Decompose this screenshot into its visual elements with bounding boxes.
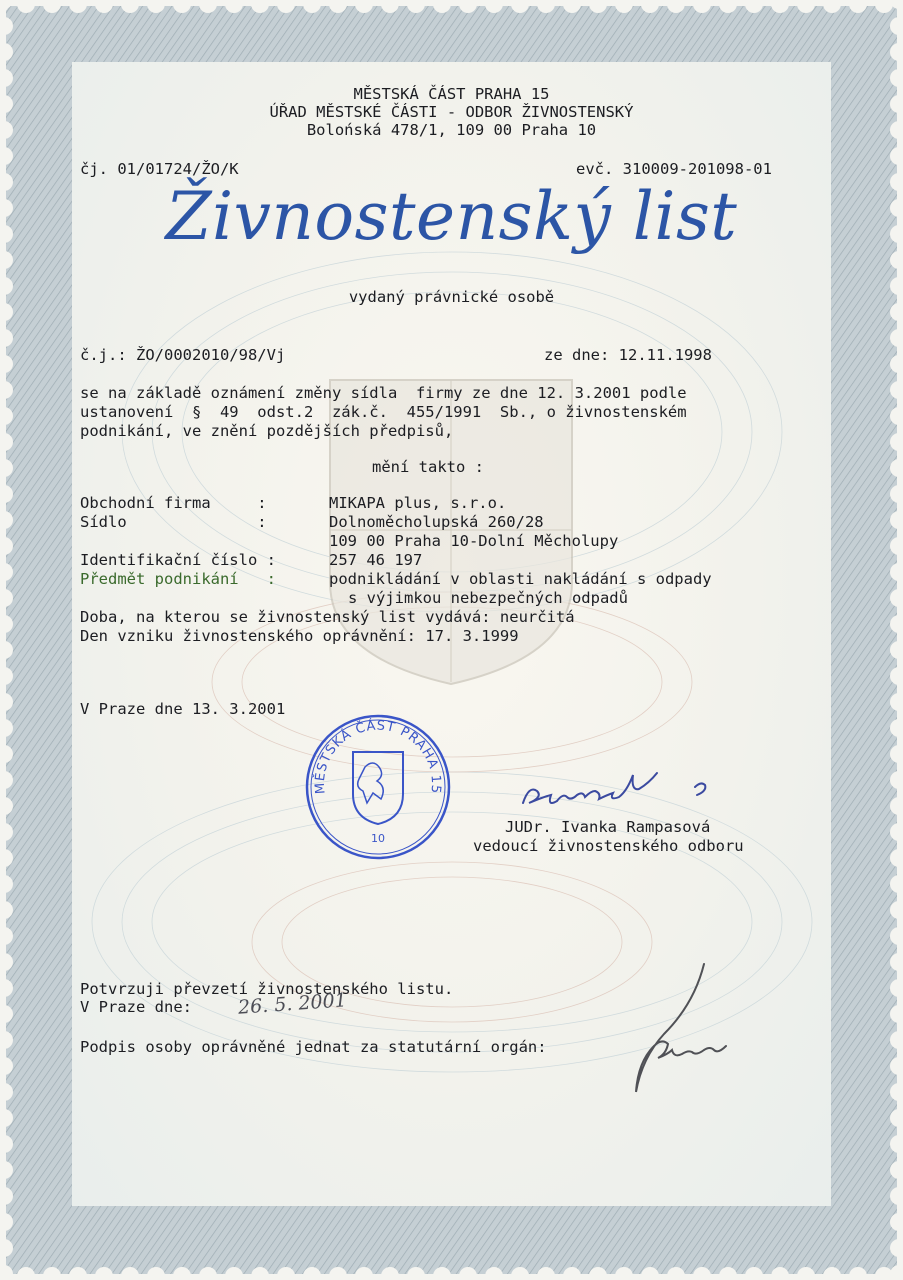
seat-label: Sídlo :: [80, 513, 267, 531]
signatory-name: JUDr. Ivanka Rampasová: [505, 818, 711, 836]
reference-cj: čj. 01/01724/ŽO/K: [80, 160, 239, 178]
header-line-3: Bolońská 478/1, 109 00 Praha 10: [306, 121, 597, 139]
body-line-2: ustanovení § 49 odst.2 zák.č. 455/1991 Sb., o živnostenském: [80, 403, 687, 421]
svg-text:MĚSTSKÁ ČÁST PRAHA 15: [312, 718, 443, 795]
official-stamp: [303, 712, 453, 862]
stamp-text: MĚSTSKÁ ČÁST PRAHA 15: [312, 718, 444, 795]
origin-line: Den vzniku živnostenského oprávnění: 17. 3.1999: [80, 627, 519, 645]
reference-number: č.j.: ŽO/0002010/98/Vj: [80, 346, 286, 364]
signature-label: Podpis osoby oprávněné jednat za statutární orgán:: [80, 1038, 547, 1056]
handwritten-date: 26. 5. 2001: [237, 989, 348, 1019]
subject-value-2: s výjimkou nebezpečných odpadů: [348, 589, 628, 607]
issued-to: vydaný právnické osobě: [348, 288, 555, 306]
firm-value: MIKAPA plus, s.r.o.: [329, 494, 507, 512]
firm-label: Obchodní firma :: [80, 494, 267, 512]
id-value: 257 46 197: [329, 551, 423, 569]
header-line-2: ÚŘAD MĚSTSKÉ ČÁSTI - ODBOR ŽIVNOSTENSKÝ: [269, 103, 634, 121]
confirmation-line: Potvrzuji převzetí živnostenského listu.: [80, 980, 454, 998]
body-line-1: se na základě oznámení změny sídla firmy ze dne 12. 3.2001 podle: [80, 384, 687, 402]
body-line-3: podnikání, ve znění pozdějších předpisů,: [80, 422, 454, 440]
signatory-role: vedoucí živnostenského odboru: [473, 837, 744, 855]
id-label: Identifikační číslo :: [80, 551, 276, 569]
official-signature: [515, 765, 745, 815]
place-date: V Praze dne 13. 3.2001: [80, 700, 286, 718]
subject-value-1: podnikládání v oblasti nakládání s odpady: [329, 570, 712, 588]
subject-label: Předmět podnikání :: [80, 570, 276, 588]
seat-value-1: Dolnoměcholupská 260/28: [329, 513, 544, 531]
changes-label: mění takto :: [372, 458, 484, 476]
stamp-number: 10: [371, 832, 385, 845]
recipient-signature: [612, 960, 752, 1110]
reference-date: ze dne: 12.11.1998: [544, 346, 712, 364]
duration-line: Doba, na kterou se živnostenský list vydává: neurčitá: [80, 608, 575, 626]
confirmation-date-label: V Praze dne:: [80, 998, 192, 1016]
seat-value-2: 109 00 Praha 10-Dolní Měcholupy: [329, 532, 619, 550]
document-title: Živnostenský list: [165, 178, 738, 255]
reference-evc: evč. 310009-201098-01: [576, 160, 772, 178]
header-line-1: MĚSTSKÁ ČÁST PRAHA 15: [353, 85, 550, 103]
